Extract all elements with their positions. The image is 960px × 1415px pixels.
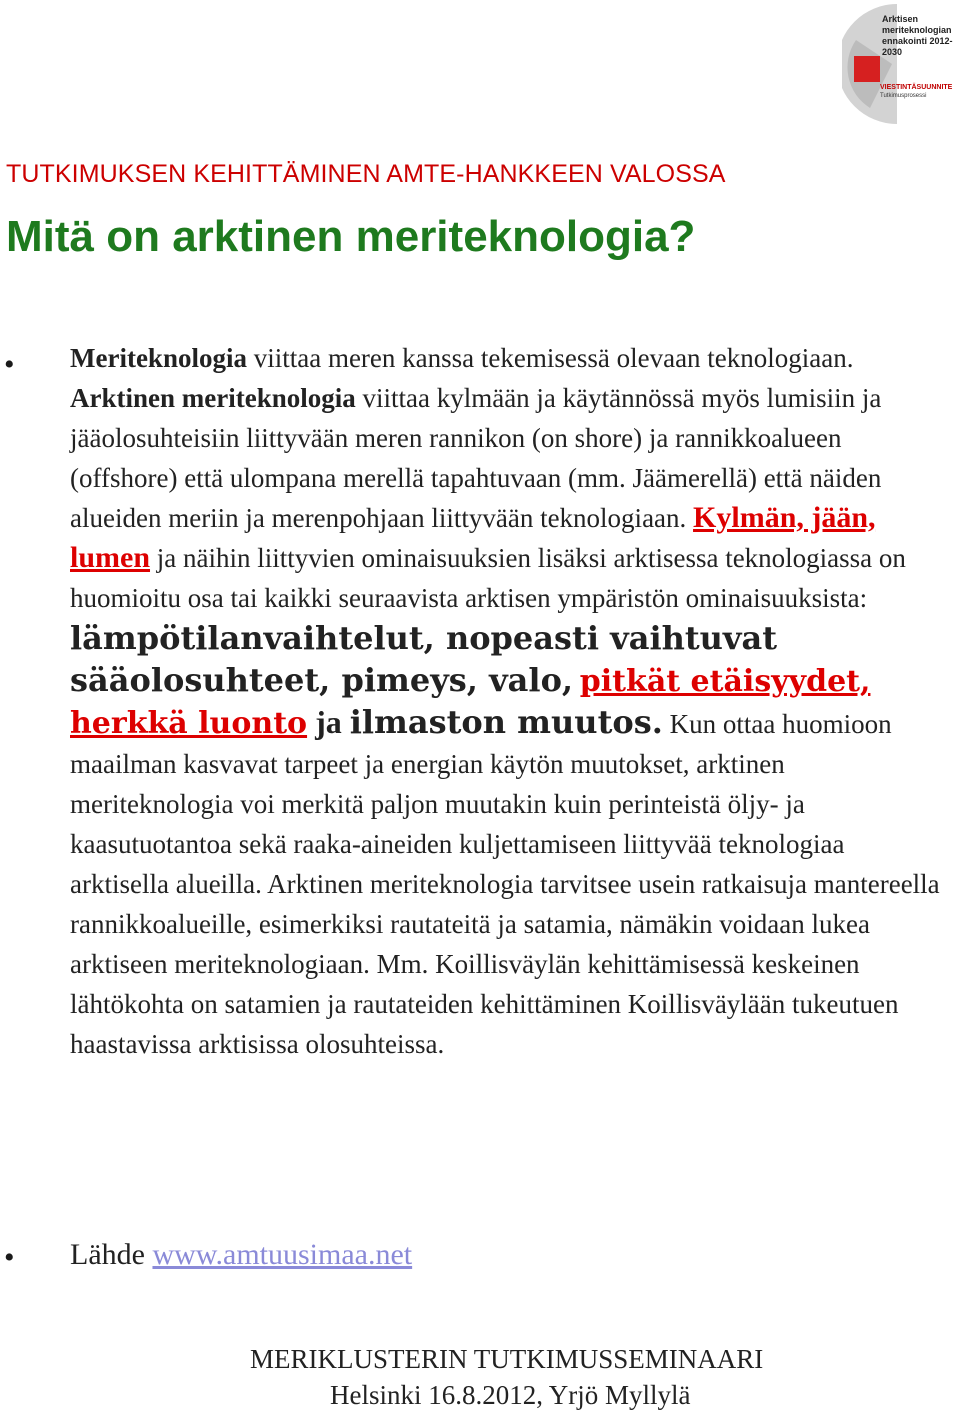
source-line — [70, 1238, 412, 1272]
page-title: Mitä on arktinen meriteknologia? — [6, 212, 696, 261]
text-segment: viittaa meren kanssa tekemisessä olevaan teknologiaan. — [246, 343, 854, 373]
text-segment: ja näihin liittyvien ominaisuuksien lisäksi arktisessa teknologiassa on huomioitu osa tai kaikki seuraavista arktisen ympäristön ominaisuuksista: — [70, 543, 906, 613]
text-segment: Kun ottaa huomioon maailman kasvavat tarpeet ja energian käytön muutokset, arktinen meriteknologia voi merkitä paljon muutakin kuin perinteistä öljy- ja kaasutuotantoa sekä raaka-aineiden kuljettamiseen liittyvää teknologiaa arktisella alueilla. Arktinen meriteknologia tarvitsee usein ratkaisuja mantereella rannikkoalueille, esimerkiksi rautateitä ja satamia, nämäkin voidaan lukea arktiseen meriteknologiaan. Mm. Koillisväylän kehittämisessä keskeinen lähtökohta on satamien ja rautateiden kehittäminen Koillisväylään tukeutuen haastavissa arktisissa olosuhteissa. — [70, 709, 940, 1059]
source-link[interactable]: www.amtuusimaa.net — [152, 1238, 413, 1271]
highlight-lampo: lämpötilanvaihtelut, nopeasti vaihtuvat sääolosuhteet, pimeys, valo, — [70, 619, 778, 699]
logo-caption: Arktisen meriteknologian ennakointi 2012- 2030 — [882, 14, 953, 57]
highlight-pitkat: pitkät etäisyydet, herkkä luonto — [70, 664, 871, 741]
main-paragraph — [70, 338, 940, 1064]
highlight-kylman: Kylmän, jään, lumen — [70, 501, 876, 574]
highlight-ilmasto: ilmaston muutos. — [349, 703, 663, 741]
logo-subtitle-small: Tutkimusprosessi — [880, 93, 927, 99]
section-kicker: TUTKIMUKSEN KEHITTÄMINEN AMTE-HANKKEEN VALOSSA — [6, 160, 726, 188]
logo-subtitle: VIESTINTÄSUUNNITE — [880, 84, 953, 91]
term-meriteknologia: Meriteknologia — [70, 343, 247, 373]
text-segment: ja — [307, 704, 350, 740]
footer-info: Helsinki 16.8.2012, Yrjö Myllylä — [330, 1380, 691, 1410]
term-arktinen: Arktinen meriteknologia — [70, 383, 356, 413]
project-logo — [842, 0, 960, 130]
text-segment: viittaa kylmään ja käytännössä myös lumisiin ja jääolosuhteisiin liittyvään meren rannikon (on shore) ja rannikkoalueen (offshore) että ulompana merellä tapahtuvaan (mm. Jäämerellä) että näiden alueiden meriin ja merenpohjaan liittyvään teknologiaan. — [70, 383, 882, 533]
bullet-marker: • — [4, 348, 15, 381]
footer-title: MERIKLUSTERIN TUTKIMUSSEMINAARI — [250, 1344, 764, 1374]
source-label: Lähde — [70, 1238, 153, 1271]
bullet-marker: • — [4, 1241, 15, 1274]
